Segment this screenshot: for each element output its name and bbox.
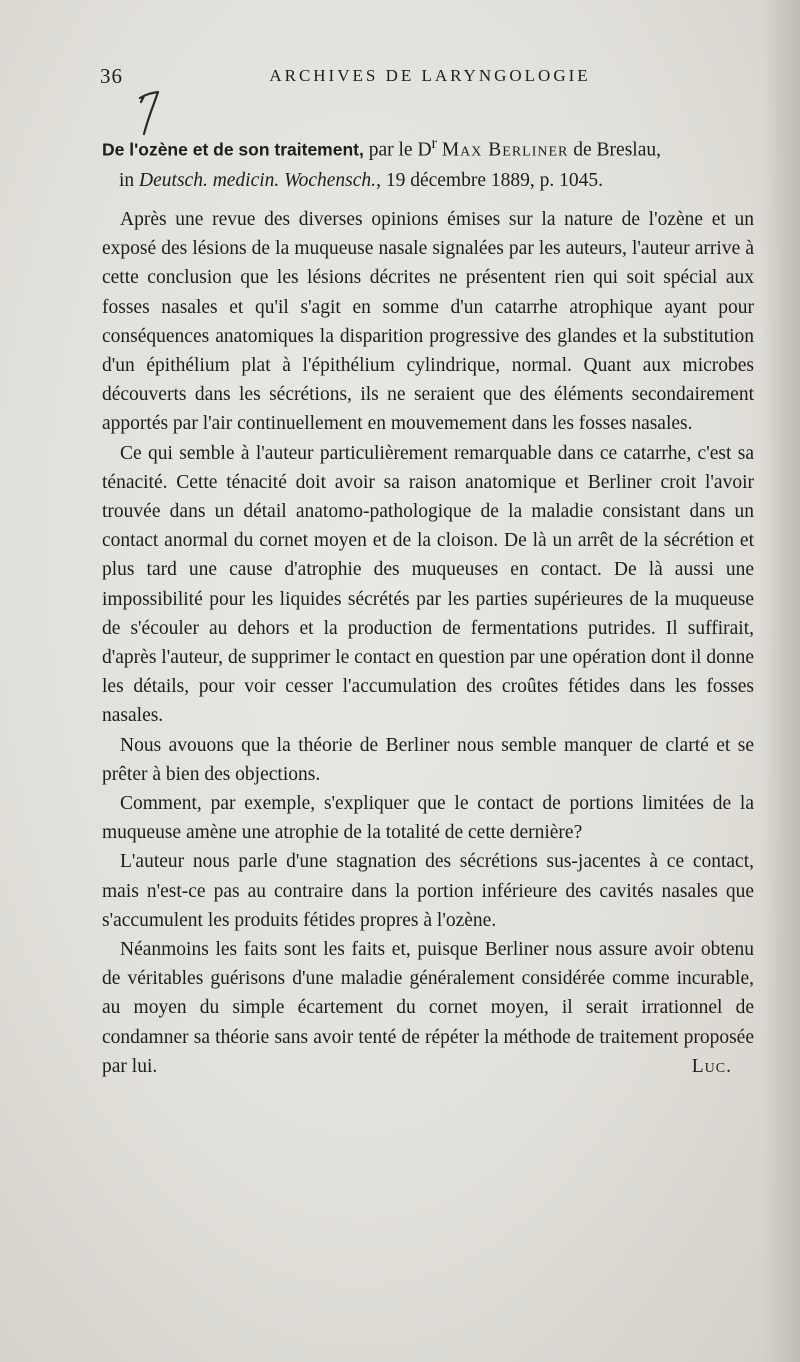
page-number: 36 (100, 64, 123, 88)
paragraph-final (102, 935, 754, 1081)
review-body (102, 205, 754, 1081)
citation-in: in (119, 169, 135, 191)
author-title-sup: r (431, 134, 437, 152)
paragraph: Après une revue des diverses opinions émises sur la nature de l'ozène et un exposé des lésions de la muqueuse nasale signalées par les auteurs, l'auteur arrive à cette conclusion que les lésions décrites ne présentent rien qui soit spécial aux fosses nasales et qu'il s'agit en somme d'un catarrhe atrophique ayant pour conséquences anatomiques la disparition progressive des glandes et la substitution d'un épithélium plat à l'épithélium cylindrique, normal. Quant aux microbes découverts dans les sécrétions, ils ne seraient que des éléments secondairement apportés par l'air continuellement en mouvemement dans les fosses nasales. (102, 209, 754, 435)
signature: Luc. (691, 1055, 732, 1077)
review-citation (102, 128, 754, 196)
running-title: ARCHIVES DE LARYNGOLOGIE (269, 66, 591, 85)
paragraph: Ce qui semble à l'auteur particulièrement remarquable dans ce catarrhe, c'est sa ténacité. Cette ténacité doit avoir sa raison anatomique et Berliner croit l'avoir trouvée dans un détail anatomo-pathologique de la maladie consistant dans un contact anormal du cornet moyen et de la cloison. De là un arrêt de la sécrétion et plus tard une cause d'atrophie des muqueuses en contact. De là aussi une impossibilité pour les liquides sécrétés par les parties supérieures de la muqueuse de s'écouler au dehors et la production de fermentations putrides. Il suffirait, d'après l'auteur, de supprimer le contact en question par une opération dont il donne les détails, pour voir cesser l'accumulation des croûtes fétides dans les fosses nasales. (102, 442, 754, 727)
citation-date-page: , 19 décembre 1889, p. 1045. (376, 169, 603, 191)
author-name: Max Berliner (441, 139, 569, 161)
author-place: de Breslau, (573, 139, 661, 161)
paragraph: Nous avouons que la théorie de Berliner nous semble manquer de clarté et se prêter à bien des objections. (102, 734, 754, 785)
paragraph: L'auteur nous parle d'une stagnation des sécrétions sus-jacentes à ce contact, mais n'est-ce pas au contraire dans la portion inférieure des cavités nasales que s'accumulent les produits fétides propres à l'ozène. (102, 851, 754, 931)
author-intro: par le D (368, 139, 432, 161)
paragraph: Comment, par exemple, s'expliquer que le contact de portions limitées de la muqueuse amène une atrophie de la totalité de cette dernière? (102, 793, 754, 844)
journal-name: Deutsch. medicin. Wochensch. (139, 169, 377, 191)
paragraph-final-text: Néanmoins les faits sont les faits et, puisque Berliner nous assure avoir obtenu de véritables guérisons d'une maladie généralement considérée comme incurable, au moyen du simple écartement du cornet moyen, il serait irrationnel de condamner sa théorie sans avoir tenté de répéter la méthode de traitement proposée par lui. (102, 939, 754, 1077)
page-edge-shadow (762, 0, 800, 1362)
page-header (100, 64, 760, 94)
article-title: De l'ozène et de son traitement, (102, 139, 364, 160)
